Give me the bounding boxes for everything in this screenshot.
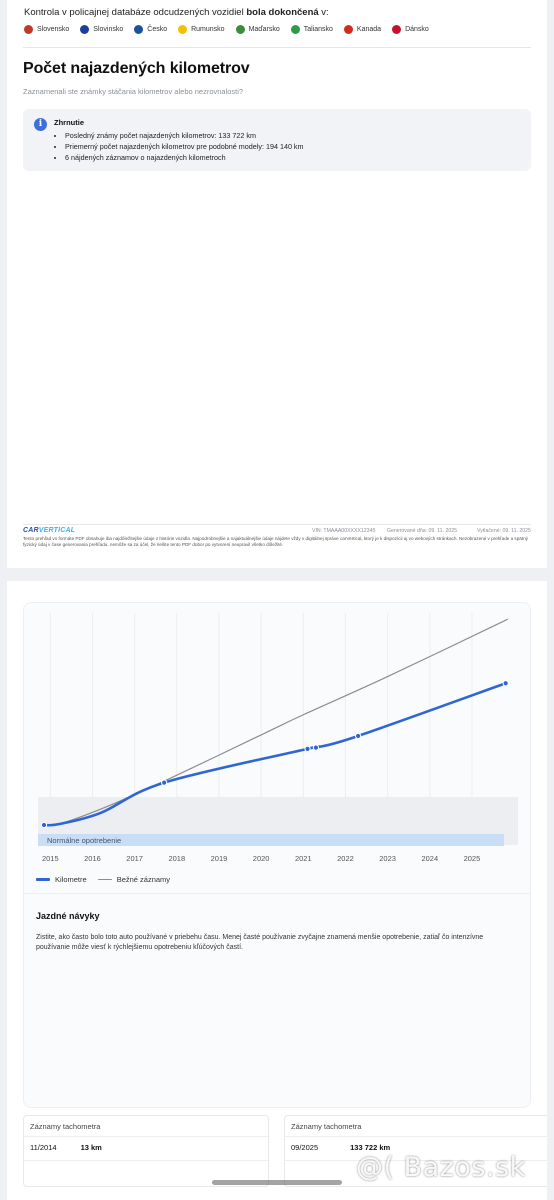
- printed-date: Vytlačené: 09. 11. 2025: [477, 528, 531, 534]
- x-tick-label: 2025: [463, 854, 481, 863]
- x-tick-label: 2019: [210, 854, 228, 863]
- summary-item: • Posledný známy počet najazdených kilometrov: 133 722 km: [65, 130, 304, 141]
- legend-swatch: [36, 878, 50, 881]
- denmark-flag-icon: [392, 25, 401, 34]
- police-check-line: Kontrola v policajnej databáze odcudzených vozidiel bola dokončená v:: [24, 7, 329, 18]
- country-name: Rumunsko: [191, 26, 225, 33]
- czechia-flag-icon: [134, 25, 143, 34]
- rollback-question: Zaznamenali ste známky stáčania kilometrov alebo nezrovnalosti?: [23, 87, 244, 96]
- x-tick-label: 2020: [252, 854, 270, 863]
- odometer-date: 09/2025: [291, 1143, 319, 1152]
- divider: [23, 47, 531, 48]
- country-item: [236, 25, 280, 34]
- footnote: Tento prehľad vo formáte PDF obsahuje iba najdôležitejšie údaje z histórie vozidla. Najpodrobnejšie a najaktuálnejšie údaje nájdete vždy v digitálnej správe carVertical, ktorý je k dispozícii aj vo webových stránkach. Nezobrazené v prehľade a spätný fyzický údaj v čase generovania prehľadu, nemôže sa za účel, že riešite tento PDF dobor po vytvorení neupravil všetko dôležité.: [23, 536, 528, 547]
- series-line-bezne-zaznamy: [44, 619, 508, 825]
- summary-item: • Priemerný počet najazdených kilometrov pre podobné modely: 194 140 km: [65, 141, 304, 152]
- data-point: [503, 681, 508, 686]
- generated-date: Generované dňa: 09. 11. 2025: [387, 528, 457, 534]
- canada-flag-icon: [344, 25, 353, 34]
- country-item: [392, 25, 429, 34]
- divider: [24, 1160, 268, 1161]
- x-tick-label: 2016: [84, 854, 101, 863]
- odometer-title: Záznamy tachometra: [30, 1122, 101, 1131]
- odometer-records-left: [23, 1115, 269, 1187]
- odometer-km: 13 km: [80, 1143, 102, 1152]
- summary-list: [65, 130, 304, 163]
- x-tick-label: 2015: [41, 854, 59, 863]
- odometer-title: Záznamy tachometra: [291, 1122, 362, 1131]
- odometer-date: 11/2014: [30, 1143, 57, 1152]
- data-point: [41, 822, 46, 827]
- divider: [24, 1136, 268, 1137]
- bazos-watermark: @( Bazos.sk: [356, 1152, 526, 1183]
- data-point: [305, 746, 310, 751]
- page-title: Počet najazdených kilometrov: [23, 60, 250, 77]
- driving-habits-title: Jazdné návyky: [36, 911, 100, 921]
- country-item: [291, 25, 333, 34]
- divider: [285, 1136, 547, 1137]
- country-name: Slovensko: [37, 26, 70, 33]
- country-item: [80, 25, 123, 34]
- mileage-chart: [24, 603, 532, 873]
- odometer-km: 133 722 km: [350, 1143, 391, 1152]
- home-indicator[interactable]: [212, 1180, 342, 1185]
- slovenia-flag-icon: [80, 25, 89, 34]
- romania-flag-icon: [178, 25, 187, 34]
- footer-divider: [23, 524, 531, 525]
- normal-wear-label: Normálne opotrebenie: [47, 836, 122, 845]
- country-name: Dánsko: [405, 26, 429, 33]
- country-item: [134, 25, 167, 34]
- driving-habits-text: Zistite, ako často bolo toto auto používané v priebehu času. Menej časté používanie zvyčajne znamená menšie opotrebenie, zatiaľ čo intenzívne používanie môže viesť k rýchlejšiemu opotrebeniu kľúčových častí.: [36, 934, 484, 951]
- country-list: [24, 25, 429, 34]
- hungary-flag-icon: [236, 25, 245, 34]
- legend-item-kilometre: Kilometre: [36, 875, 87, 884]
- carvertical-logo: CARVERTICAL: [23, 527, 76, 534]
- country-item: [344, 25, 381, 34]
- x-tick-label: 2017: [126, 854, 143, 863]
- x-tick-label: 2018: [168, 854, 186, 863]
- country-name: Česko: [147, 26, 168, 33]
- info-icon: i: [34, 118, 47, 131]
- data-point: [162, 780, 167, 785]
- summary-box: [23, 109, 531, 171]
- x-tick-label: 2023: [379, 854, 396, 863]
- x-tick-label: 2024: [421, 854, 439, 863]
- odometer-row: [30, 1143, 102, 1152]
- slovakia-flag-icon: [24, 25, 33, 34]
- country-name: Kanada: [356, 26, 382, 33]
- summary-item: • 6 nájdených záznamov o najazdených kilometroch: [65, 152, 304, 163]
- country-item: [178, 25, 224, 34]
- legend-swatch: [98, 879, 112, 881]
- country-name: Taliansko: [303, 26, 333, 33]
- x-tick-label: 2022: [337, 854, 354, 863]
- country-item: [24, 25, 69, 34]
- mileage-chart-card: [23, 602, 531, 1108]
- italy-flag-icon: [291, 25, 300, 34]
- divider: [24, 893, 530, 894]
- data-point: [356, 733, 361, 738]
- summary-title: Zhrnutie: [54, 118, 84, 127]
- vin-label: VIN: TMAAA00XXXX12345: [312, 528, 376, 534]
- odometer-row: [291, 1143, 390, 1152]
- chart-legend: [36, 875, 170, 884]
- report-page-2: [7, 581, 547, 1200]
- report-page-1: [7, 0, 547, 568]
- country-name: Maďarsko: [248, 26, 280, 33]
- data-point: [313, 745, 318, 750]
- x-tick-label: 2021: [294, 854, 312, 863]
- country-name: Slovinsko: [93, 26, 124, 33]
- legend-item-bezne: Bežné záznamy: [98, 875, 170, 884]
